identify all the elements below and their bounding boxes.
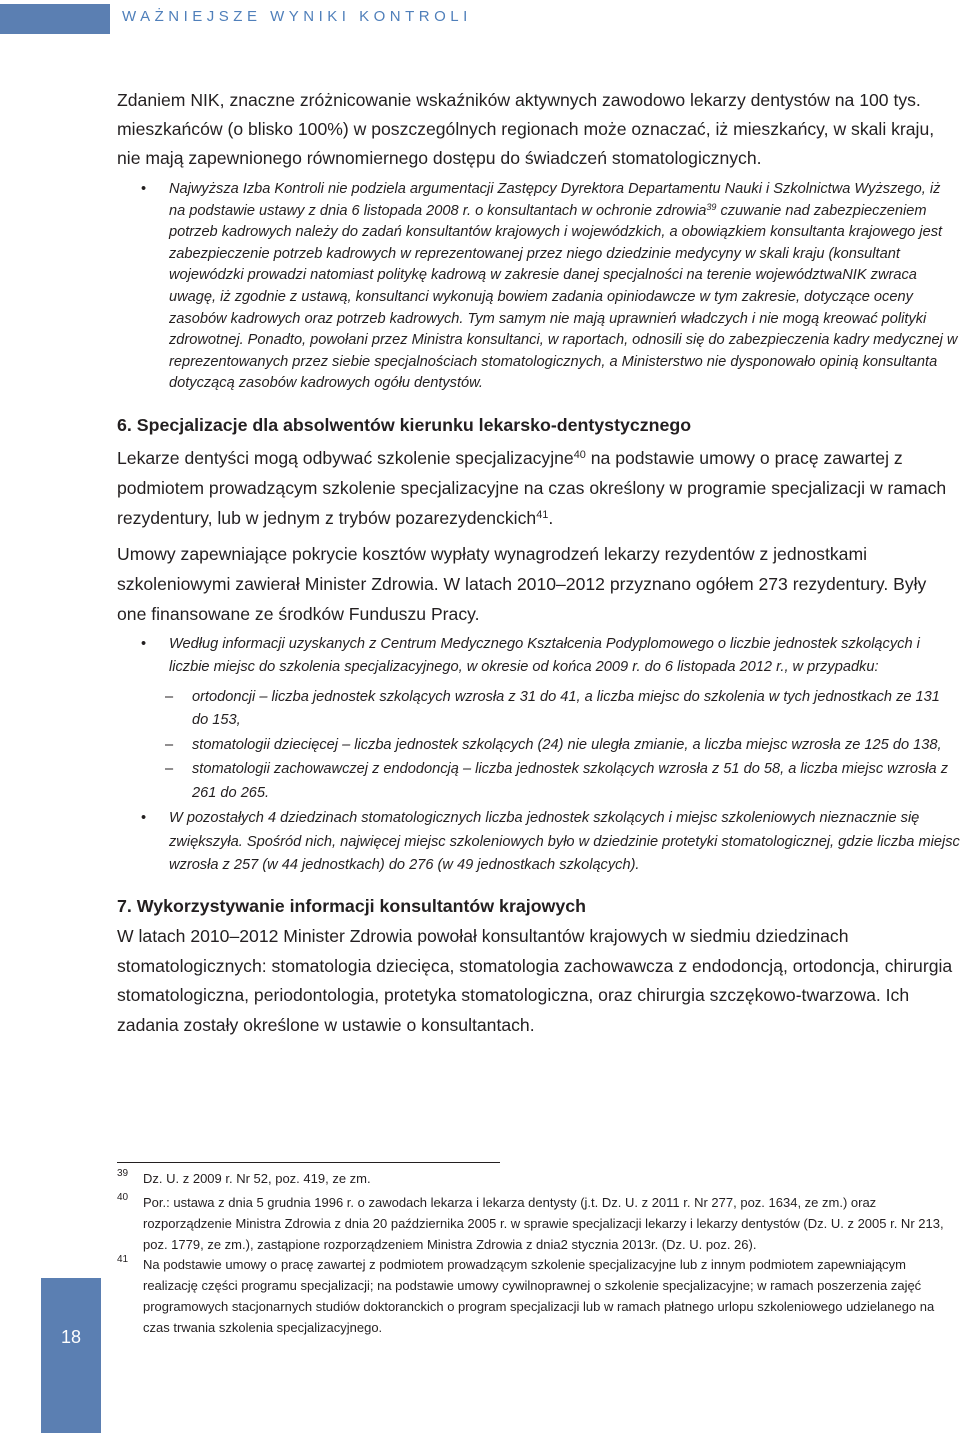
bullet-list-1	[117, 179, 960, 395]
list-item	[117, 758, 960, 805]
section-6-paragraph-1	[117, 444, 960, 533]
dash-item-text: stomatologii zachowawczej z endodoncją – liczba jednostek szkolących wzrosła z 51 do 58, a liczba miejsc wzrosła z 261 do 265.	[192, 761, 948, 801]
footnote-41	[117, 1254, 960, 1338]
dash-list	[117, 686, 960, 806]
dash-item-text: ortodoncji – liczba jednostek szkolących wzrosła z 31 do 41, a liczba miejsc do szkolenia w tych jednostkach ze 131 do 153,	[192, 688, 940, 729]
list-item	[117, 686, 960, 733]
list-item	[117, 179, 960, 395]
paragraph-text: Lekarze dentyści mogą odbywać szkolenie specjalizacyjne	[117, 447, 574, 468]
section-7-paragraph: W latach 2010–2012 Minister Zdrowia powołał konsultantów krajowych w siedmiu dziedzinach stomatologicznych: stomatologia dziecięca, stomatologia zachowawcza z endodoncją, ortodoncja, chirurgia stomatologiczna, periodontologia, protetyka stomatologiczna, oraz chirurgia szczękowo-twarzowa. Ich zadania zostały określone w ustawie o konsultantach.	[117, 925, 953, 1036]
list-item	[117, 734, 960, 758]
bullet-text: Według informacji uzyskanych z Centrum Medycznego Kształcenia Podyplomowego o liczbie jednostek szkolących i liczbie miejsc do szkolenia specjalizacyjnego, w okresie od końca 2009 r. do 6 listopada 2012 r., w przypadku:	[169, 635, 920, 676]
list-item	[117, 633, 960, 680]
bullet-list-2	[117, 633, 960, 680]
page-number: 18	[60, 1327, 82, 1347]
bullet-text: Najwyższa Izba Kontroli nie podziela argumentacji Zastępcy Dyrektora Departamentu Nauki i Szkolnictwa Wyższego, iż na podstawie ustawy z dnia 6 listopada 2008 r. o konsultantach w ochronie zdrowia	[169, 181, 941, 219]
section-6-heading: 6. Specjalizacje dla absolwentów kierunku lekarsko-dentystycznego	[117, 414, 692, 435]
bullet-text: W pozostałych 4 dziedzinach stomatologicznych liczba jednostek szkolących i miejsc szkoleniowych nieznacznie się zwiększyła. Spośród nich, najwięcej miejsc szkoleniowych było w dziedzinie protetyki stomatologicznej, gdzie liczba miejsc wzrosła z 257 (w 44 jednostkach) do 276 (w 49 jednostkach szkolących).	[169, 810, 960, 874]
dash-item-text: stomatologii dziecięcej – liczba jednostek szkolących (24) nie uległa zmianie, a liczba miejsc wzrosła ze 125 do 138,	[192, 736, 942, 753]
intro-paragraph: Zdaniem NIK, znaczne zróżnicowanie wskaźników aktywnych zawodowo lekarzy dentystów na 100 tys. mieszkańców (o blisko 100%) w poszczególnych regionach może oznaczać, iż mieszkańcy, w skali kraju, nie mają zapewnionego równomiernego dostępu do świadczeń stomatologicznych.	[117, 90, 935, 168]
page-number-block	[41, 1278, 101, 1433]
footnote-text: Dz. U. z 2009 r. Nr 52, poz. 419, ze zm.	[143, 1171, 371, 1186]
bullet-icon: •	[141, 810, 147, 827]
bullet-icon: •	[141, 635, 147, 652]
footnote-ref-40[interactable]: 40	[573, 448, 586, 461]
running-header-title: WAŻNIEJSZE WYNIKI KONTROLI	[122, 8, 472, 25]
footnote-number: 40	[117, 1192, 129, 1203]
main-content	[117, 86, 960, 1041]
footnote-39	[117, 1168, 960, 1189]
header-color-block	[0, 4, 110, 34]
dash-icon: –	[165, 761, 174, 778]
dash-icon: –	[165, 688, 174, 705]
paragraph-text: .	[548, 507, 554, 528]
section-6-paragraph-2: Umowy zapewniające pokrycie kosztów wypłaty wynagrodzeń lekarzy rezydentów z jednostkami szkoleniowymi zawierał Minister Zdrowia. W latach 2010–2012 przyznano ogółem 273 rezydentury. Były one finansowane ze środków Funduszu Pracy.	[117, 544, 927, 624]
footnote-ref-41[interactable]: 41	[536, 508, 549, 521]
footnote-40	[117, 1192, 960, 1255]
section-7-heading: 7. Wykorzystywanie informacji konsultantów krajowych	[117, 895, 587, 916]
bullet-text-cont: czuwanie nad zabezpieczeniem potrzeb kadrowych należy do zadań konsultantów krajowych i wojewódzkich, a obowiązkiem konsultanta krajowego jest zabezpieczenie potrzeb kadrowych w reprezentowanej przez niego dziedzinie medycyny w skali kraju (konsultant wojewódzki prowadzi natomiast politykę kadrową w zakresie danej specjalności na terenie województwaNIK zwraca uwagę, iż zgodnie z ustawą, konsultanci wykonują bowiem zadania opiniodawcze w tym zakresie, dotyczące oceny zasobów kadrowych oraz potrzeb kadrowych. Tym samym nie mają uprawnień władczych i nie mogą kreować polityki zdrowotnej. Ponadto, powołani przez Ministra konsultanci, w raportach, odnosili się do zabezpieczenia kadry medycznej w reprezentowanych przez siebie specjalnościach stomatologicznych, a Ministerstwo nie dysponowało opinią konsultanta dotyczącą zasobów kadrowych ogółu dentystów.	[169, 202, 958, 392]
footnote-text: Por.: ustawa z dnia 5 grudnia 1996 r. o zawodach lekarza i lekarza dentysty (j.t. Dz. U. z 2011 r. Nr 277, poz. 1634, ze zm.) oraz rozporządzenie Ministra Zdrowia z dnia 20 października 2005 r. w sprawie specjalizacji lekarzy i lekarzy dentystów (Dz. U. z 2005 r. Nr 213, poz. 1779, ze zm.), zastąpione rozporządzeniem Ministra Zdrowia z dnia2 stycznia 2013r. (Dz. U. poz. 26).	[143, 1195, 944, 1252]
dash-icon: –	[165, 736, 174, 753]
bullet-icon: •	[141, 181, 147, 197]
footnote-number: 39	[117, 1168, 129, 1179]
footnote-separator	[117, 1162, 500, 1163]
bullet-list-3	[117, 807, 960, 878]
paragraph-text: na podstawie umowy o pracę zawartej z podmiotem prowadzącym szkolenie specjalizacyjne na czas określony w programie specjalizacji w ramach rezydentury, lub w jednym z trybów pozarezydenckich	[117, 447, 947, 528]
list-item	[117, 807, 960, 878]
footnote-ref-39[interactable]: 39	[706, 201, 717, 212]
footnote-number: 41	[117, 1254, 129, 1265]
footnote-text: Na podstawie umowy o pracę zawartej z podmiotem prowadzącym szkolenie specjalizacyjne lub z innym podmiotem zapewniającym realizację części programu specjalizacji; na podstawie umowy cywilnoprawnej o szkolenie specjalizacyjne; w ramach poszerzenia zajęć programowych stacjonarnych studiów doktoranckich o program specjalizacji lub w ramach płatnego urlopu szkoleniowego udzielanego na czas trwania szkolenia specjalizacyjnego.	[143, 1257, 935, 1335]
